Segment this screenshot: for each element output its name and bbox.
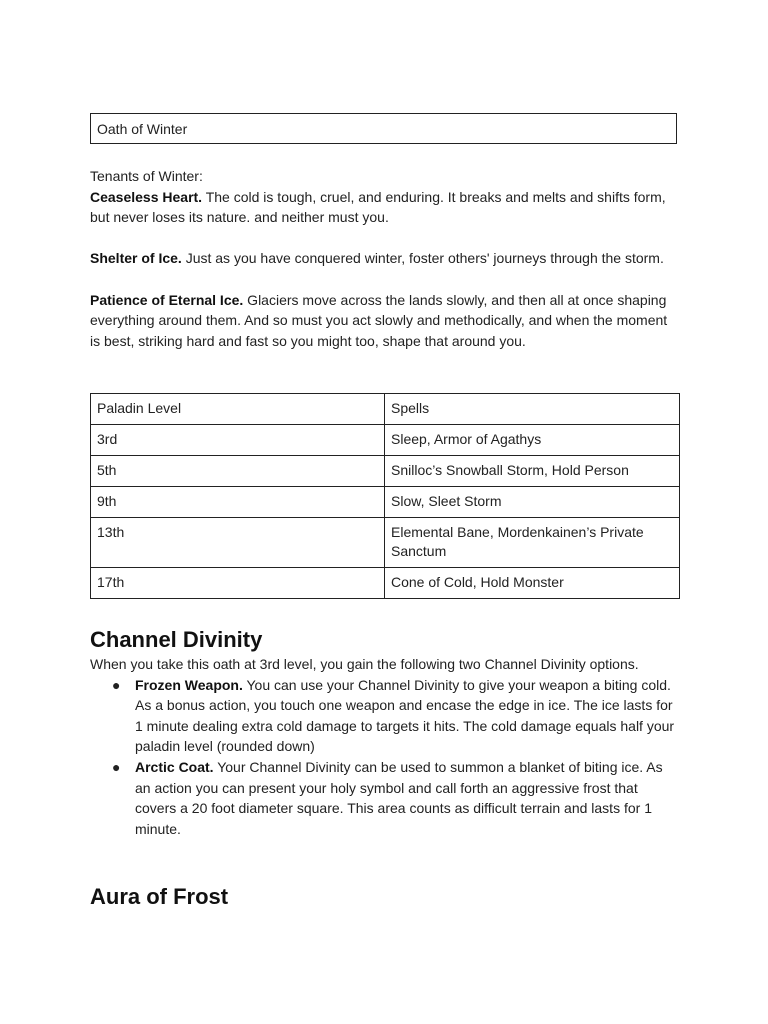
list-item <box>90 675 680 757</box>
tenant-patience-of-eternal-ice <box>90 290 680 352</box>
table-row <box>91 518 680 568</box>
channel-divinity-intro: When you take this oath at 3rd level, you gain the following two Channel Divinity options. <box>90 656 639 672</box>
level-cell: 17th <box>91 568 385 599</box>
tenants-section <box>90 166 680 351</box>
spells-cell: Elemental Bane, Mordenkainen’s Private Sanctum <box>385 518 680 568</box>
aura-of-frost-heading: Aura of Frost <box>90 884 229 909</box>
table-row <box>91 487 680 518</box>
oath-title: Oath of Winter <box>97 121 188 137</box>
tenant-name: Shelter of Ice. <box>90 250 182 267</box>
list-item <box>90 757 680 839</box>
tenant-shelter-of-ice <box>90 248 680 269</box>
table-row <box>91 456 680 487</box>
channel-divinity-section <box>90 626 680 839</box>
bullet-icon: ● <box>112 758 121 775</box>
option-text: Your Channel Divinity can be used to summon a blanket of biting ice. As an action you can present your holy symbol and call forth an aggressive frost that covers a 20 foot diameter square. This area counts as difficult terrain and lasts for 1 minute. <box>135 758 663 837</box>
option-name: Arctic Coat. <box>135 758 214 775</box>
aura-of-frost-section <box>90 883 680 911</box>
tenant-text: Glaciers move across the lands slowly, and then all at once shaping everything around them. And so must you act slowly and methodically, and when the moment is best, striking hard and fast so you might too, shape that around you. <box>90 291 668 349</box>
option-name: Frozen Weapon. <box>135 676 243 693</box>
channel-divinity-options <box>90 675 680 840</box>
header-spells: Spells <box>385 394 680 425</box>
channel-divinity-heading: Channel Divinity <box>90 627 263 652</box>
table-row <box>91 568 680 599</box>
level-cell: 9th <box>91 487 385 518</box>
level-cell: 5th <box>91 456 385 487</box>
tenant-text: Just as you have conquered winter, foster others' journeys through the storm. <box>181 250 664 267</box>
tenant-text: The cold is tough, cruel, and enduring. It breaks and melts and shifts form, but never loses its nature. and neither must you. <box>90 188 666 226</box>
spells-cell: Slow, Sleet Storm <box>385 487 680 518</box>
tenant-name: Ceaseless Heart. <box>90 188 203 205</box>
table-row <box>91 425 680 456</box>
title-box <box>90 113 677 144</box>
spells-cell: Sleep, Armor of Agathys <box>385 425 680 456</box>
spells-cell: Snilloc’s Snowball Storm, Hold Person <box>385 456 680 487</box>
tenant-name: Patience of Eternal Ice. <box>90 291 244 308</box>
level-cell: 3rd <box>91 425 385 456</box>
bullet-icon: ● <box>112 676 121 693</box>
tenant-ceaseless-heart <box>90 187 680 228</box>
tenants-heading: Tenants of Winter: <box>90 168 203 184</box>
table-header-row <box>91 394 680 425</box>
header-paladin-level: Paladin Level <box>91 394 385 425</box>
option-text: You can use your Channel Divinity to give your weapon a biting cold. As a bonus action, you touch one weapon and encase the edge in ice. The ice lasts for 1 minute dealing extra cold damage to targets it hits. The cold damage equals half your paladin level (rounded down) <box>135 676 675 755</box>
level-cell: 13th <box>91 518 385 568</box>
oath-spells-table <box>90 393 680 599</box>
spells-cell: Cone of Cold, Hold Monster <box>385 568 680 599</box>
